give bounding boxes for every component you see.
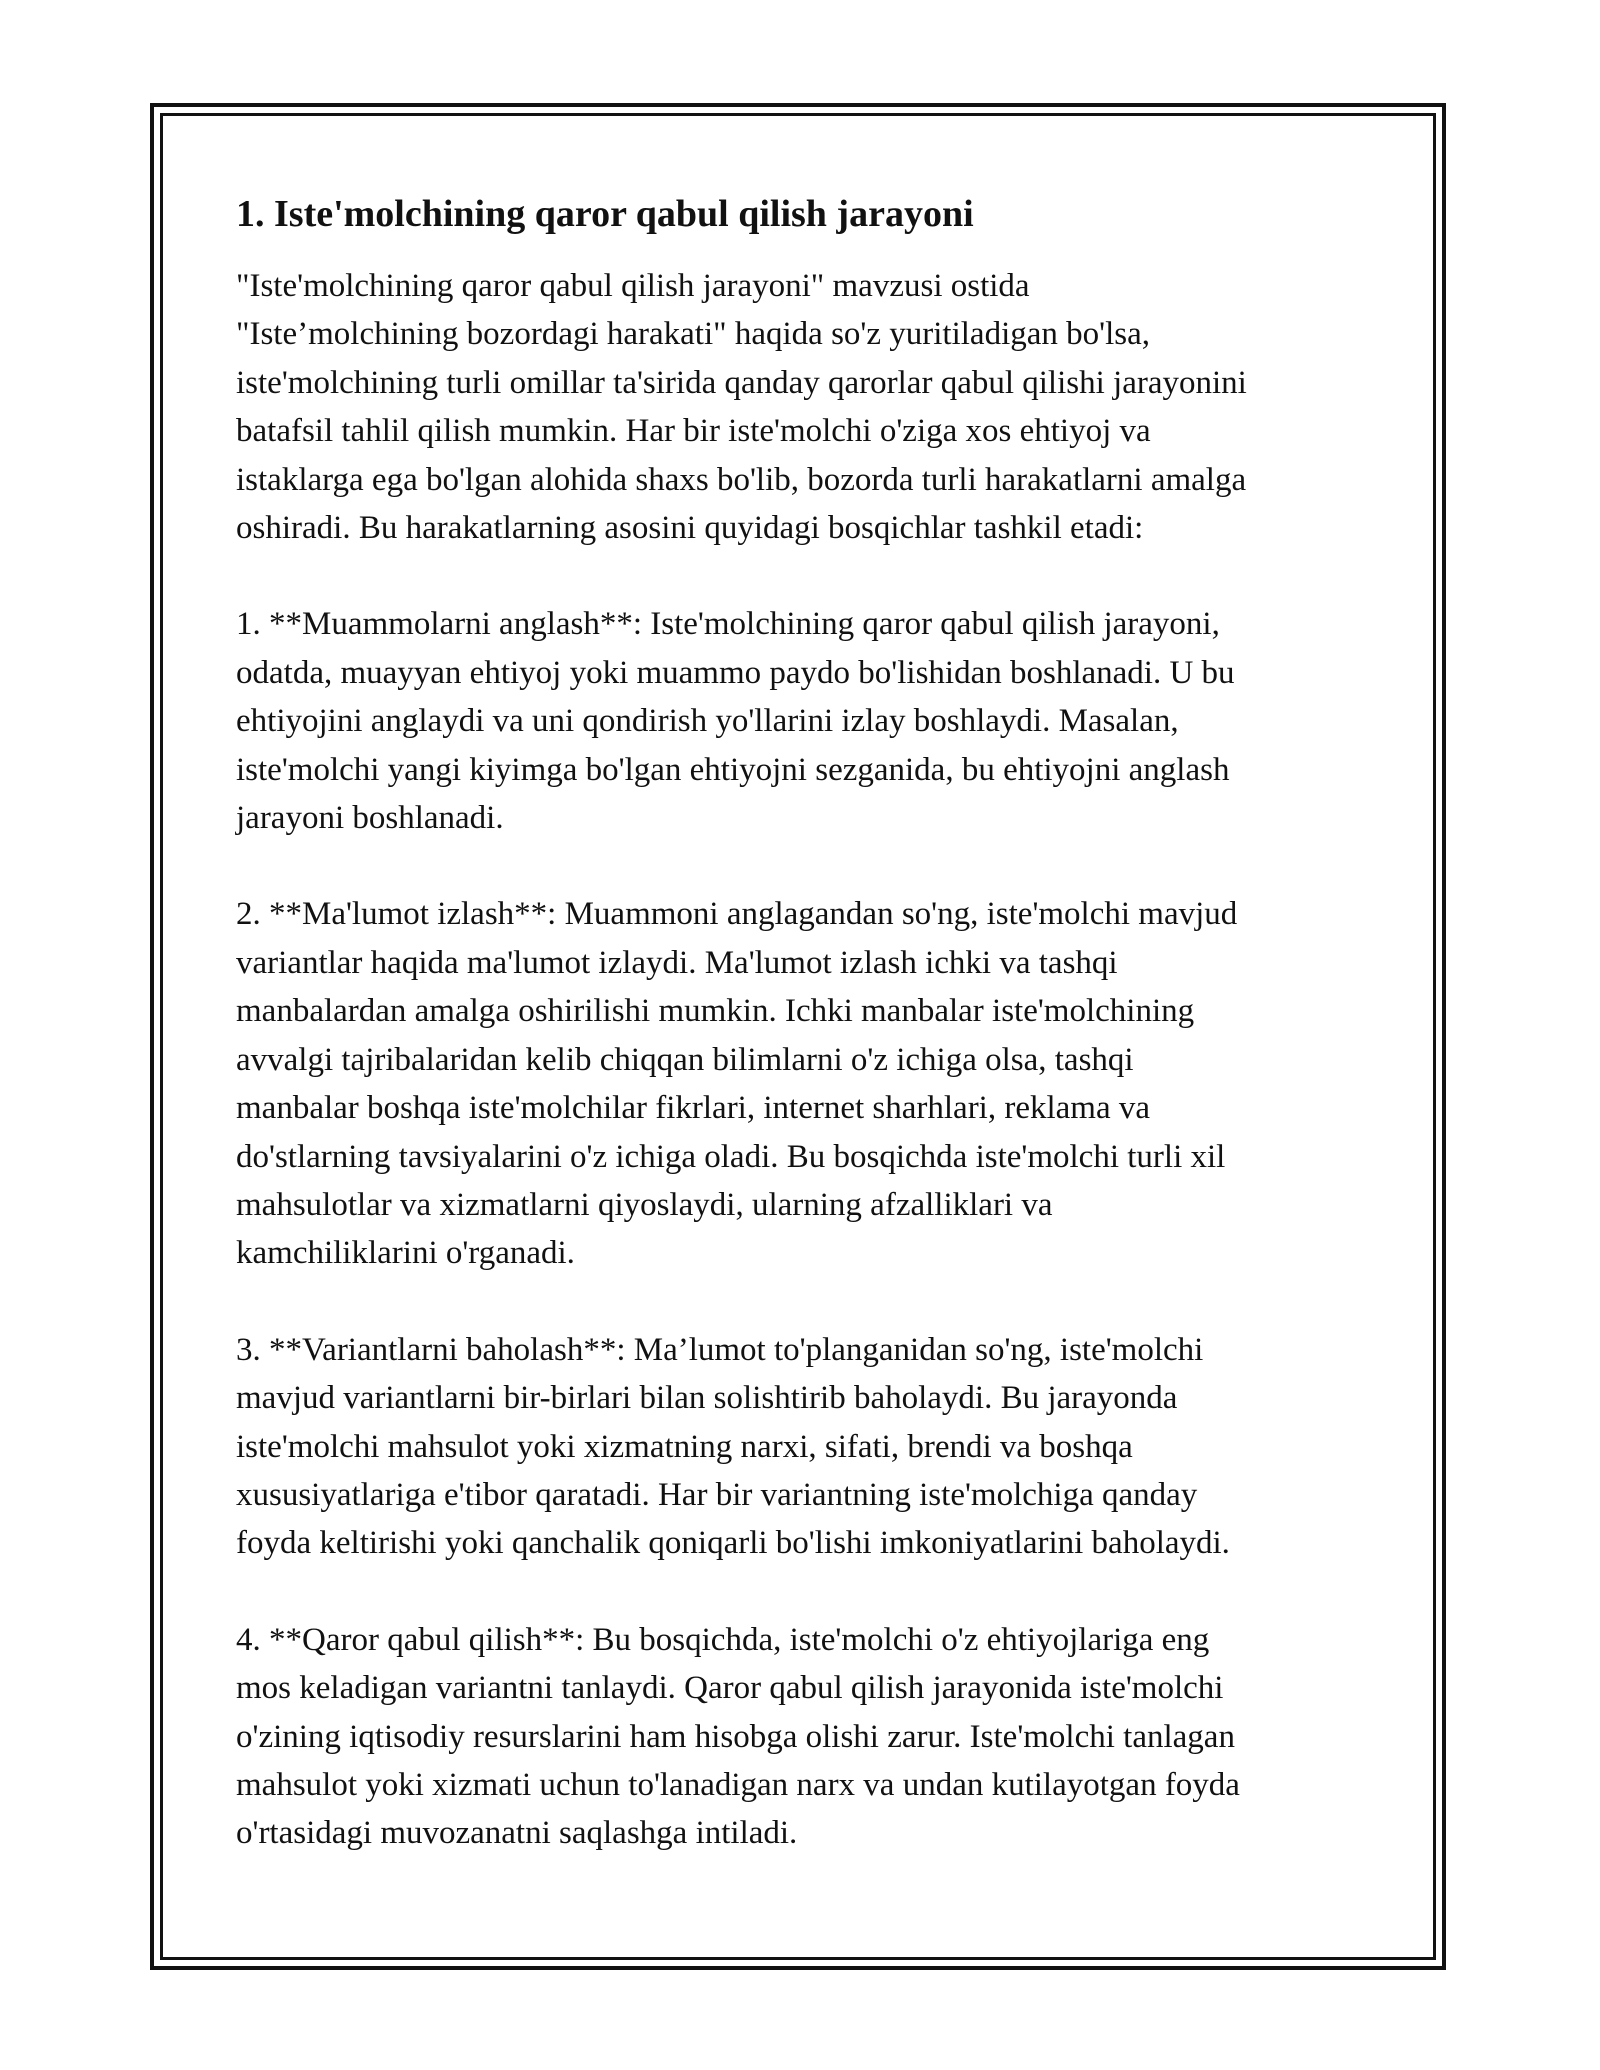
text-line: manbalar boshqa iste'molchilar fikrlari, internet sharhlari, reklama va [236, 1090, 1151, 1127]
text-line: avvalgi tajribalaridan kelib chiqqan bilimlarni o'z ichiga olsa, tashqi [236, 1041, 1134, 1078]
text-line: manbalardan amalga oshirilishi mumkin. Ichki manbalar iste'molchining [236, 993, 1195, 1030]
text-line: kamchiliklarini o'rganadi. [236, 1235, 575, 1272]
text-line: istaklarga ega bo'lgan alohida shaxs bo'lib, bozorda turli harakatlarni amalga [236, 461, 1247, 498]
text-line: ehtiyojini anglaydi va uni qondirish yo'llarini izlay boshlaydi. Masalan, [236, 703, 1179, 740]
text-line: do'stlarning tavsiyalarini o'z ichiga oladi. Bu bosqichda iste'molchi turli xil [236, 1138, 1226, 1175]
step-3-paragraph [236, 1326, 1366, 1568]
document-body [236, 186, 1366, 1906]
intro-paragraph [236, 262, 1366, 552]
text-line: mahsulotlar va xizmatlarni qiyoslaydi, ularning afzalliklari va [236, 1186, 1053, 1223]
text-line: o'zining iqtisodiy resurslarini ham hisobga olishi zarur. Iste'molchi tanlagan [236, 1718, 1235, 1755]
section-heading: 1. Iste'molchining qaror qabul qilish jarayoni [236, 193, 974, 235]
text-line: 4. **Qaror qabul qilish**: Bu bosqichda, iste'molchi o'z ehtiyojlariga eng [236, 1621, 1210, 1658]
text-line: batafsil tahlil qilish mumkin. Har bir iste'molchi o'ziga xos ehtiyoj va [236, 413, 1151, 450]
text-line: 2. **Ma'lumot izlash**: Muammoni anglagandan so'ng, iste'molchi mavjud [236, 896, 1238, 933]
text-line: variantlar haqida ma'lumot izlaydi. Ma'lumot izlash ichki va tashqi [236, 944, 1118, 981]
text-line: mahsulot yoki xizmati uchun to'lanadigan narx va undan kutilayotgan foyda [236, 1766, 1240, 1803]
text-line: iste'molchining turli omillar ta'sirida qanday qarorlar qabul qilishi jarayonini [236, 364, 1247, 401]
text-line: foyda keltirishi yoki qanchalik qoniqarli bo'lishi imkoniyatlarini baholaydi. [236, 1525, 1230, 1562]
text-line: iste'molchi mahsulot yoki xizmatning narxi, sifati, brendi va boshqa [236, 1428, 1133, 1465]
text-line: "Iste'molchining qaror qabul qilish jarayoni" mavzusi ostida [236, 268, 1030, 304]
text-line: xususiyatlariga e'tibor qaratadi. Har bir variantning iste'molchiga qanday [236, 1476, 1198, 1513]
text-line: 3. **Variantlarni baholash**: Ma’lumot to'planganidan so'ng, iste'molchi [236, 1331, 1204, 1368]
text-line: oshiradi. Bu harakatlarning asosini quyidagi bosqichlar tashkil etadi: [236, 510, 1144, 547]
text-line: iste'molchi yangi kiyimga bo'lgan ehtiyojni sezganida, bu ehtiyojni anglash [236, 751, 1230, 788]
text-line: "Iste’molchining bozordagi harakati" haqida so'z yuritiladigan bo'lsa, [236, 316, 1150, 353]
step-4-paragraph [236, 1616, 1366, 1858]
text-line: mos keladigan variantni tanlaydi. Qaror qabul qilish jarayonida iste'molchi [236, 1670, 1224, 1707]
step-2-paragraph [236, 890, 1366, 1277]
text-line: o'rtasidagi muvozanatni saqlashga intiladi. [236, 1815, 798, 1852]
text-line: 1. **Muammolarni anglash**: Iste'molchining qaror qabul qilish jarayoni, [236, 606, 1220, 643]
text-line: jarayoni boshlanadi. [236, 800, 504, 837]
step-1-paragraph [236, 600, 1366, 842]
text-line: odatda, muayyan ehtiyoj yoki muammo paydo bo'lishidan boshlanadi. U bu [236, 654, 1235, 691]
text-line: mavjud variantlarni bir-birlari bilan solishtirib baholaydi. Bu jarayonda [236, 1380, 1178, 1417]
